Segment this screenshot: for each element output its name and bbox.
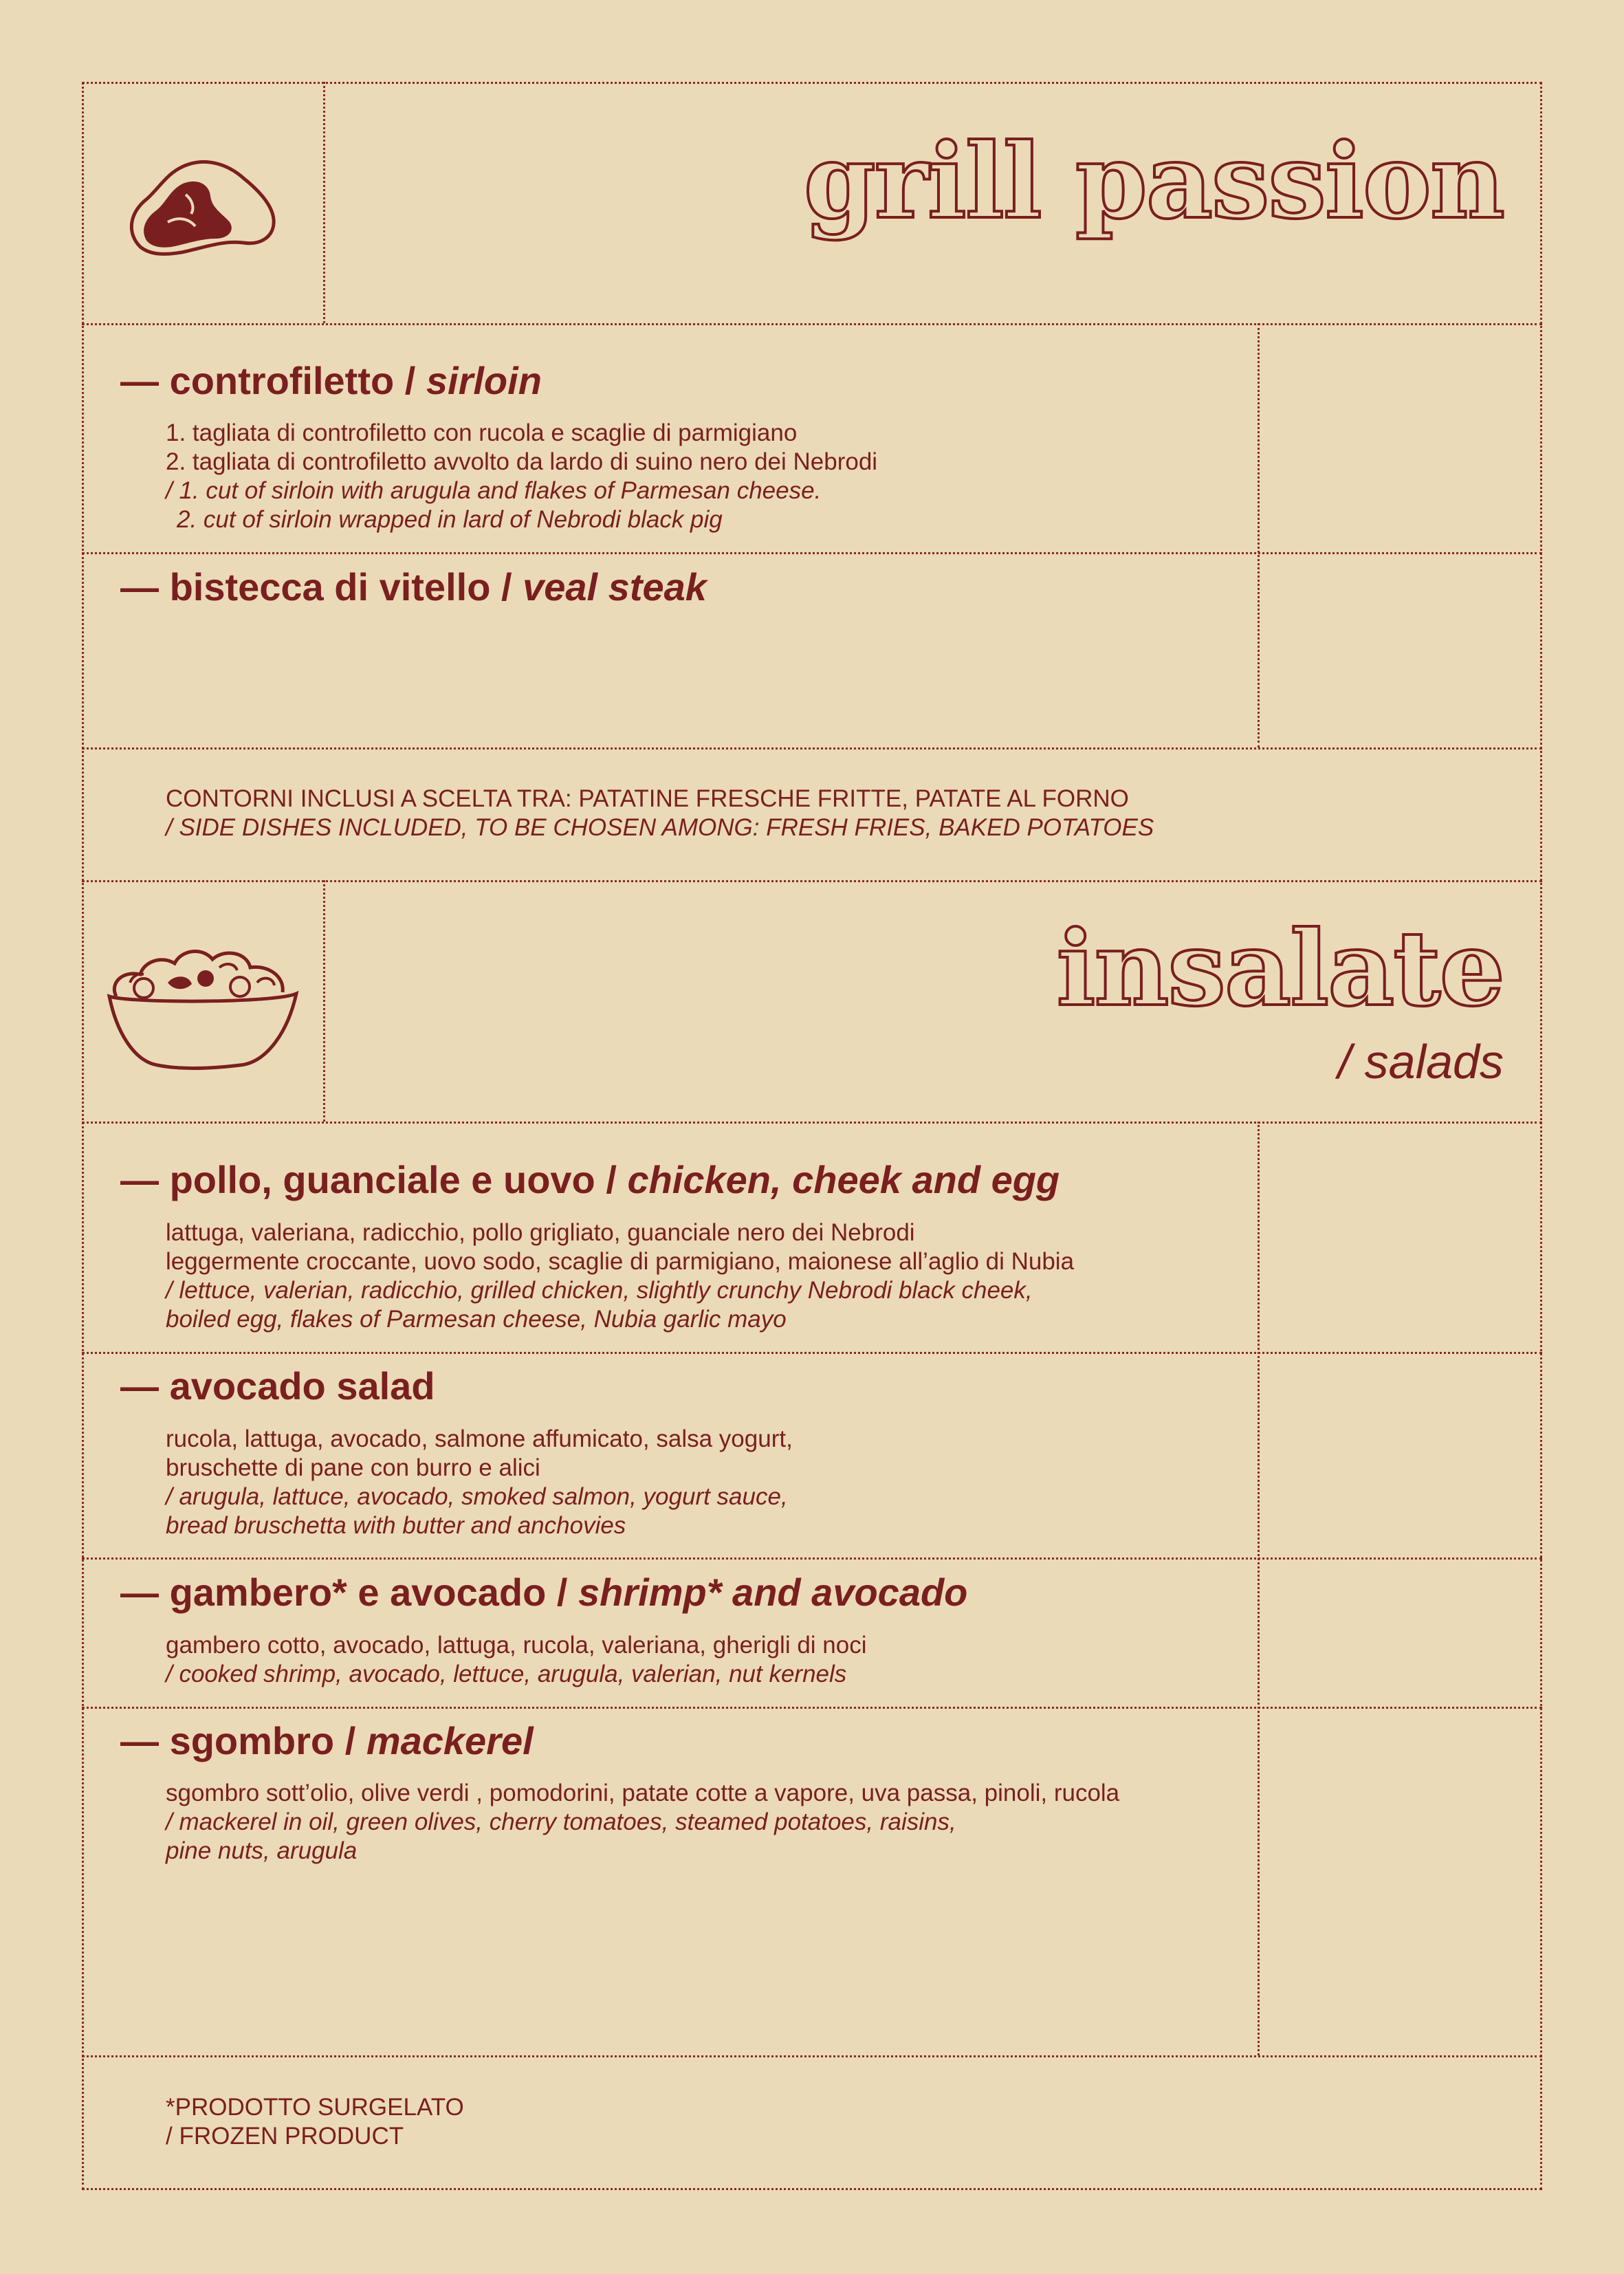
divider xyxy=(1258,1122,1260,2055)
desc-line-it: sgombro sott’olio, olive verdi , pomodorini, patate cotte a vapore, uva passa, pinoli, rucola xyxy=(166,1780,1120,1806)
desc-line-it: leggermente croccante, uovo sodo, scaglie di parmigiano, maionese all’aglio di Nubia xyxy=(166,1248,1075,1275)
dash-symbol: — xyxy=(120,1571,159,1614)
dash-symbol: — xyxy=(120,1364,159,1408)
desc-line-it: lattuga, valeriana, radicchio, pollo grigliato, guanciale nero dei Nebrodi xyxy=(166,1219,915,1246)
menu-frame xyxy=(82,82,1542,2190)
dash-symbol: — xyxy=(120,1158,159,1201)
sides-it: CONTORNI INCLUSI A SCELTA TRA: PATATINE FRESCHE FRITTE, PATATE AL FORNO xyxy=(166,785,1129,812)
dash-symbol: — xyxy=(120,359,159,402)
dish-name-en: mackerel xyxy=(366,1719,534,1762)
slash-symbol: / xyxy=(344,1719,356,1762)
desc-line-it: bruschette di pane con burro e alici xyxy=(166,1454,540,1481)
frozen-note-en: / FROZEN PRODUCT xyxy=(166,2123,404,2150)
steak-icon xyxy=(120,151,285,261)
dish-name: gambero* e avocado xyxy=(169,1571,547,1614)
border-left xyxy=(82,82,84,2190)
dish-name: bistecca di vitello xyxy=(169,565,491,609)
border-right xyxy=(1540,82,1542,2190)
dish-title-sirloin xyxy=(120,358,542,403)
dash-symbol: — xyxy=(120,1719,159,1762)
divider xyxy=(82,2188,1542,2190)
desc-line-en: / 1. cut of sirloin with arugula and flakes of Parmesan cheese. xyxy=(166,477,822,504)
divider xyxy=(82,1707,1542,1709)
divider xyxy=(82,2055,1542,2057)
dish-description xyxy=(166,1425,793,1540)
dish-name-en: chicken, cheek and egg xyxy=(627,1158,1060,1201)
dish-name-en: veal steak xyxy=(523,565,707,609)
desc-line-en: 2. cut of sirloin wrapped in lard of Nebrodi black pig xyxy=(177,506,723,533)
divider xyxy=(82,1352,1542,1354)
desc-line-en: / arugula, lattuce, avocado, smoked salmon, yogurt sauce, xyxy=(166,1483,788,1510)
salad-bowl-icon xyxy=(102,934,302,1072)
frozen-note-it: *PRODOTTO SURGELATO xyxy=(166,2094,464,2121)
dish-name-en: shrimp* and avocado xyxy=(578,1571,968,1614)
section-subtitle-salads: / salads xyxy=(1337,1035,1504,1089)
divider xyxy=(82,747,1542,750)
desc-line-en: boiled egg, flakes of Parmesan cheese, Nubia garlic mayo xyxy=(166,1306,787,1333)
sides-en: / SIDE DISHES INCLUDED, TO BE CHOSEN AMONG: FRESH FRIES, BAKED POTATOES xyxy=(166,814,1154,841)
desc-line-it: gambero cotto, avocado, lattuga, rucola, valeriana, gherigli di noci xyxy=(166,1632,867,1659)
desc-line-en: pine nuts, arugula xyxy=(166,1837,358,1864)
divider xyxy=(82,82,1542,84)
dish-title-chicken xyxy=(120,1157,1060,1202)
dish-title-shrimp xyxy=(120,1570,967,1615)
dish-name: pollo, guanciale e uovo xyxy=(169,1158,595,1201)
dish-description xyxy=(166,1631,867,1689)
divider xyxy=(82,880,1542,882)
dish-name: sgombro xyxy=(169,1719,335,1762)
slash-symbol: / xyxy=(501,565,512,609)
dish-title-mackerel xyxy=(120,1718,534,1763)
divider xyxy=(82,323,1542,325)
divider xyxy=(82,552,1542,554)
section-title-salads: insalate xyxy=(1056,908,1504,1029)
dish-description xyxy=(166,1218,1074,1334)
divider xyxy=(82,1122,1542,1124)
dish-title-avocado-salad xyxy=(120,1364,435,1408)
desc-line-it: 1. tagliata di controfiletto con rucola e scaglie di parmigiano xyxy=(166,419,798,446)
dish-name-en: sirloin xyxy=(426,359,542,402)
divider xyxy=(323,880,325,1122)
divider xyxy=(1258,323,1260,747)
footer-note xyxy=(166,2093,464,2151)
divider xyxy=(82,1557,1542,1560)
dish-name: avocado salad xyxy=(169,1364,435,1408)
dish-description xyxy=(166,1779,1119,1866)
dish-title-veal-steak xyxy=(120,565,707,609)
desc-line-en: / cooked shrimp, avocado, lettuce, arugula, valerian, nut kernels xyxy=(166,1661,847,1687)
dish-description xyxy=(166,419,877,534)
slash-symbol: / xyxy=(606,1158,617,1201)
desc-line-en: / lettuce, valerian, radicchio, grilled chicken, slightly crunchy Nebrodi black cheek, xyxy=(166,1277,1033,1304)
dish-name: controfiletto xyxy=(169,359,395,402)
section-title-grill: grill passion xyxy=(803,121,1504,242)
divider xyxy=(323,82,325,323)
slash-symbol: / xyxy=(404,359,416,402)
desc-line-it: 2. tagliata di controfiletto avvolto da lardo di suino nero dei Nebrodi xyxy=(166,448,878,475)
desc-line-it: rucola, lattuga, avocado, salmone affumicato, salsa yogurt, xyxy=(166,1425,793,1452)
desc-line-en: bread bruschetta with butter and anchovies xyxy=(166,1512,626,1539)
dash-symbol: — xyxy=(120,565,159,609)
desc-line-en: / mackerel in oil, green olives, cherry tomatoes, steamed potatoes, raisins, xyxy=(166,1808,956,1835)
slash-symbol: / xyxy=(556,1571,568,1614)
sides-note xyxy=(166,785,1154,842)
